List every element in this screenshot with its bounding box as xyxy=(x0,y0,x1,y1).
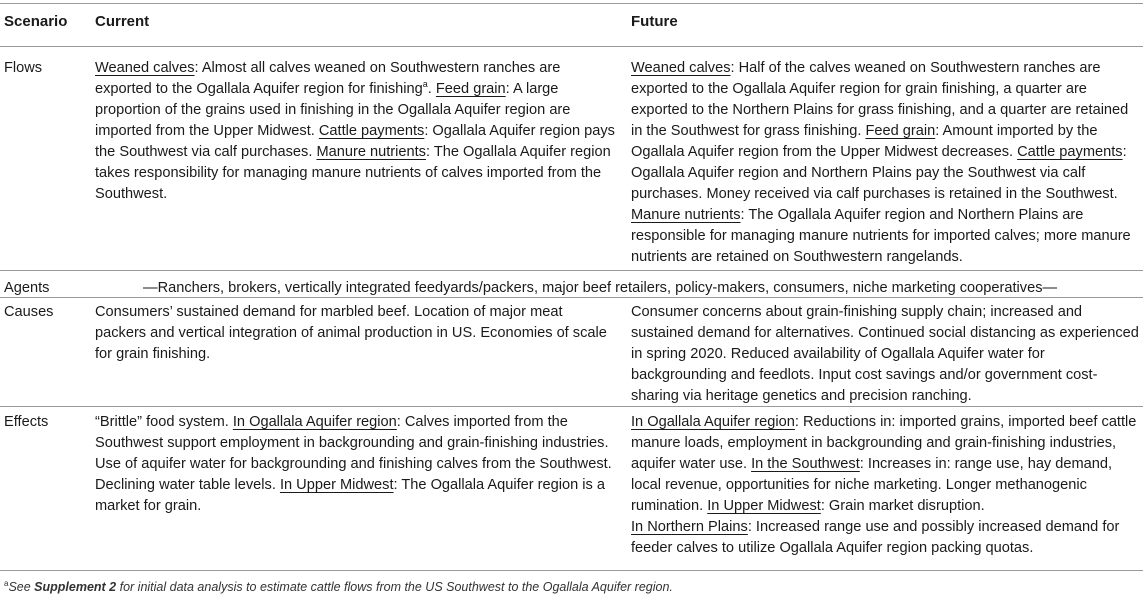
row-rule xyxy=(0,270,1143,271)
row-label-agents: Agents xyxy=(4,280,50,296)
row-label-flows: Flows xyxy=(4,60,43,76)
header-current: Current xyxy=(95,13,150,30)
footnote-pre: See xyxy=(8,580,35,594)
row-label-effects: Effects xyxy=(4,414,49,430)
flows-current-t1: : Almost all calves weaned on Southwestern ranches are exported to the Ogallala Aquifer region for finishing xyxy=(95,60,561,97)
effects-future-k1: In Ogallala Aquifer region xyxy=(631,414,795,430)
effects-future-t1: : Reductions in: imported grains, imported beef cattle manure loads, employment in backgrounding and grain-finishing industries, aquifer water use. xyxy=(631,414,1137,472)
header-rule xyxy=(0,46,1143,47)
flows-current-t1b: . xyxy=(427,81,436,97)
effects-future-cell xyxy=(631,412,1141,559)
flows-future-t4: : The Ogallala Aquifer region and Northern Plains are responsible for managing manure nutrients for imported calves; more manure nutrients are retained on Southwestern rangelands. xyxy=(631,207,1131,265)
flows-current-k1: Weaned calves xyxy=(95,60,195,76)
footnote-mark: a xyxy=(4,578,9,588)
flows-current-k3: Cattle payments xyxy=(318,123,425,139)
flows-current-t2: : A large proportion of the grains used in finishing in the Ogallala Aquifer region are imported from the Upper Midwest. xyxy=(95,81,571,139)
table-top-rule xyxy=(0,3,1143,4)
effects-current-k2: In Upper Midwest xyxy=(279,477,394,493)
effects-future-k2: In the Southwest xyxy=(751,456,860,472)
effects-future-k4: In Northern Plains xyxy=(631,519,748,535)
agents-text: —Ranchers, brokers, vertically integrated feedyards/packers, major beef retailers, policy-makers, consumers, niche marketing cooperatives— xyxy=(143,280,1058,296)
footnote-post: for initial data analysis to estimate cattle flows from the US Southwest to the Ogallala Aquifer region. xyxy=(116,580,673,594)
flows-future-k4: Manure nutrients xyxy=(631,207,741,223)
causes-current-cell: Consumers’ sustained demand for marbled beef. Location of major meat packers and vertical integration of animal production in US. Economies of scale for grain finishing. xyxy=(95,304,607,362)
row-label-causes: Causes xyxy=(4,304,54,320)
footnote-ref: a xyxy=(422,79,428,90)
effects-current-t0: “Brittle” food system. xyxy=(95,414,233,430)
effects-current-cell xyxy=(95,412,615,517)
effects-future-t3: : Grain market disruption. xyxy=(820,498,985,514)
effects-current-k1: In Ogallala Aquifer region xyxy=(232,414,397,430)
flows-future-k1: Weaned calves xyxy=(631,60,731,76)
flows-current-t3: : Ogallala Aquifer region pays the Southwest via calf purchases. xyxy=(95,123,615,160)
effects-future-k3: In Upper Midwest xyxy=(707,498,821,514)
effects-current-t2: : The Ogallala Aquifer region is a market for grain. xyxy=(95,477,605,514)
supplement-link[interactable]: Supplement 2 xyxy=(34,580,117,594)
flows-current-k2: Feed grain xyxy=(435,81,506,97)
flows-future-k2: Feed grain xyxy=(865,123,936,139)
footnote xyxy=(4,580,673,594)
flows-current-k4: Manure nutrients xyxy=(316,144,426,160)
flows-future-t3: : Ogallala Aquifer region and Northern Plains pay the Southwest via calf purchases. Money received via calf purchases is retained in the Southwest. xyxy=(631,144,1127,202)
flows-future-t2: : Amount imported by the Ogallala Aquifer region from the Upper Midwest decreases. xyxy=(631,123,1098,160)
causes-future-cell: Consumer concerns about grain-finishing supply chain; increased and sustained demand for alternatives. Continued social distancing as experienced in spring 2020. Reduced availability of Ogallala Aquifer water for backgrounding and feedlots. Input cost savings and/or government cost-sharing via heritage genetics and precision ranching. xyxy=(631,304,1139,404)
flows-current-t4: : The Ogallala Aquifer region takes responsibility for managing manure nutrients of calves imported from the Southwest. xyxy=(95,144,611,202)
header-scenario: Scenario xyxy=(4,13,68,30)
row-rule xyxy=(0,406,1143,407)
effects-future-t2: : Increases in: range use, hay demand, local revenue, opportunities for niche marketing. Longer methanogenic rumination. xyxy=(631,456,1113,514)
flows-current-cell xyxy=(95,58,615,205)
header-future: Future xyxy=(631,13,678,30)
row-rule xyxy=(0,297,1143,298)
effects-current-t1: : Calves imported from the Southwest support employment in backgrounding and grain-finishing industries. Use of aquifer water for backgrounding and finishing calves from the Southwest. Declining water table levels. xyxy=(95,414,612,493)
flows-future-cell xyxy=(631,58,1141,268)
flows-future-k3: Cattle payments xyxy=(1017,144,1123,160)
table-bottom-rule xyxy=(0,570,1143,571)
effects-future-t4: : Increased range use and possibly increased demand for feeder calves to utilize Ogallala Aquifer region packing quotas. xyxy=(631,519,1120,556)
flows-future-t1: : Half of the calves weaned on Southwestern ranches are exported to the Ogallala Aquifer region for grain finishing, a quarter are exported to the Northern Plains for grass finishing, and a quarter are retained in the Southwest for grass finishing. xyxy=(631,60,1129,139)
